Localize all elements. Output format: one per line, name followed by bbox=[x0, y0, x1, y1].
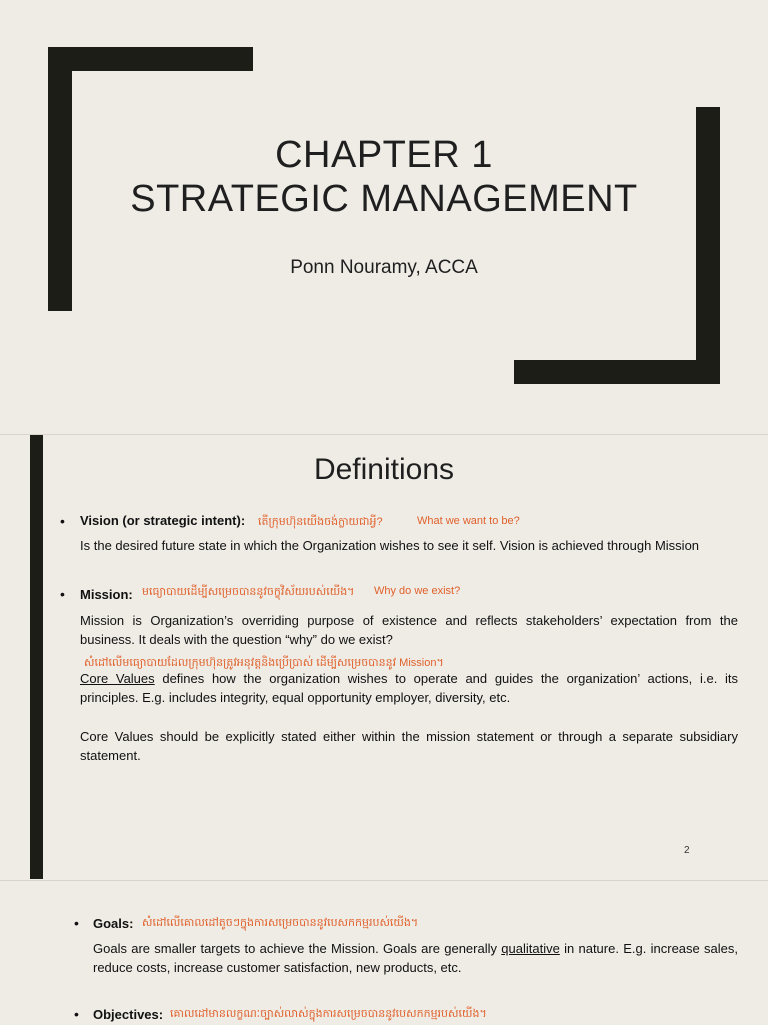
goals-label: Goals: bbox=[93, 916, 134, 931]
core-values-khmer: សំដៅលើមធ្យោបាយដែលក្រុមហ៊ុនត្រូវអនុវត្តនិងប្រើប្រាស់ ដើម្បីសម្រេចបាននូវ Mission។ bbox=[84, 657, 444, 669]
definitions-slide bbox=[0, 434, 768, 879]
bullet-icon: • bbox=[60, 586, 65, 602]
core-values-statement: Core Values should be explicitly stated either within the mission statement or through a separate subsidiary statement. bbox=[80, 729, 738, 763]
bullet-icon: • bbox=[74, 915, 79, 931]
accent-bar bbox=[30, 435, 43, 879]
bracket-bottom-right-horizontal bbox=[514, 360, 720, 384]
vision-khmer: តើក្រុមហ៊ុនយើងចង់ក្លាយជាអ្វី? bbox=[258, 516, 383, 528]
objectives-khmer: គោលដៅមានលក្ខណៈច្បាស់លាស់ក្នុងការសម្រេចបាននូវបេសកកម្មរបស់យើង។ bbox=[170, 1008, 487, 1020]
goals-khmer: សំដៅលើគោលដៅតូចៗក្នុងការសម្រេចបាននូវបេសកកម្មរបស់យើង។ bbox=[142, 917, 419, 929]
goals-slide bbox=[0, 880, 768, 1025]
objectives-label: Objectives: bbox=[93, 1007, 164, 1022]
mission-khmer: មធ្យោបាយដើម្បីសម្រេចបាននូវចក្ខុវិស័យរបស់យើង។ bbox=[142, 586, 355, 598]
bracket-top-left-horizontal bbox=[48, 47, 253, 71]
vision-text: Is the desired future state in which the Organization wishes to see it self. Vision is achieved through Mission bbox=[80, 538, 700, 553]
goals-text-start: Goals are smaller targets to achieve the Mission. Goals are generally bbox=[93, 941, 502, 956]
bullet-icon: • bbox=[74, 1006, 79, 1022]
mission-text: Mission is Organization’s overriding purpose of existence and reflects stakeholders’ expectation from the business. It deals with the question “why” do we exist? bbox=[80, 613, 738, 647]
page-number: 2 bbox=[684, 845, 690, 856]
goals-text-end: in nature. E.g. increase sales, reduce costs, increase customer satisfaction, new products, etc. bbox=[93, 941, 738, 975]
bullet-icon: • bbox=[60, 513, 65, 529]
slide-title: Definitions bbox=[313, 453, 455, 486]
core-values-text bbox=[80, 669, 738, 707]
mission-label: Mission: bbox=[80, 587, 133, 602]
author-name: Ponn Nouramy, ACCA bbox=[290, 257, 478, 278]
vision-english: What we want to be? bbox=[417, 515, 520, 527]
core-values-definition: defines how the organization wishes to operate and guides the organization’ actions, i.e. its principles. E.g. includes integrity, equal opportunity employer, diversity, etc. bbox=[80, 671, 738, 705]
chapter-subtitle: STRATEGIC MANAGEMENT bbox=[130, 178, 638, 220]
core-values-term: Core Values bbox=[80, 671, 155, 686]
goals-term: qualitative bbox=[501, 941, 560, 956]
goals-text bbox=[93, 939, 738, 977]
mission-english: Why do we exist? bbox=[374, 585, 461, 597]
title-slide bbox=[0, 0, 768, 432]
vision-label: Vision (or strategic intent): bbox=[80, 513, 246, 528]
chapter-title: CHAPTER 1 bbox=[275, 134, 493, 176]
